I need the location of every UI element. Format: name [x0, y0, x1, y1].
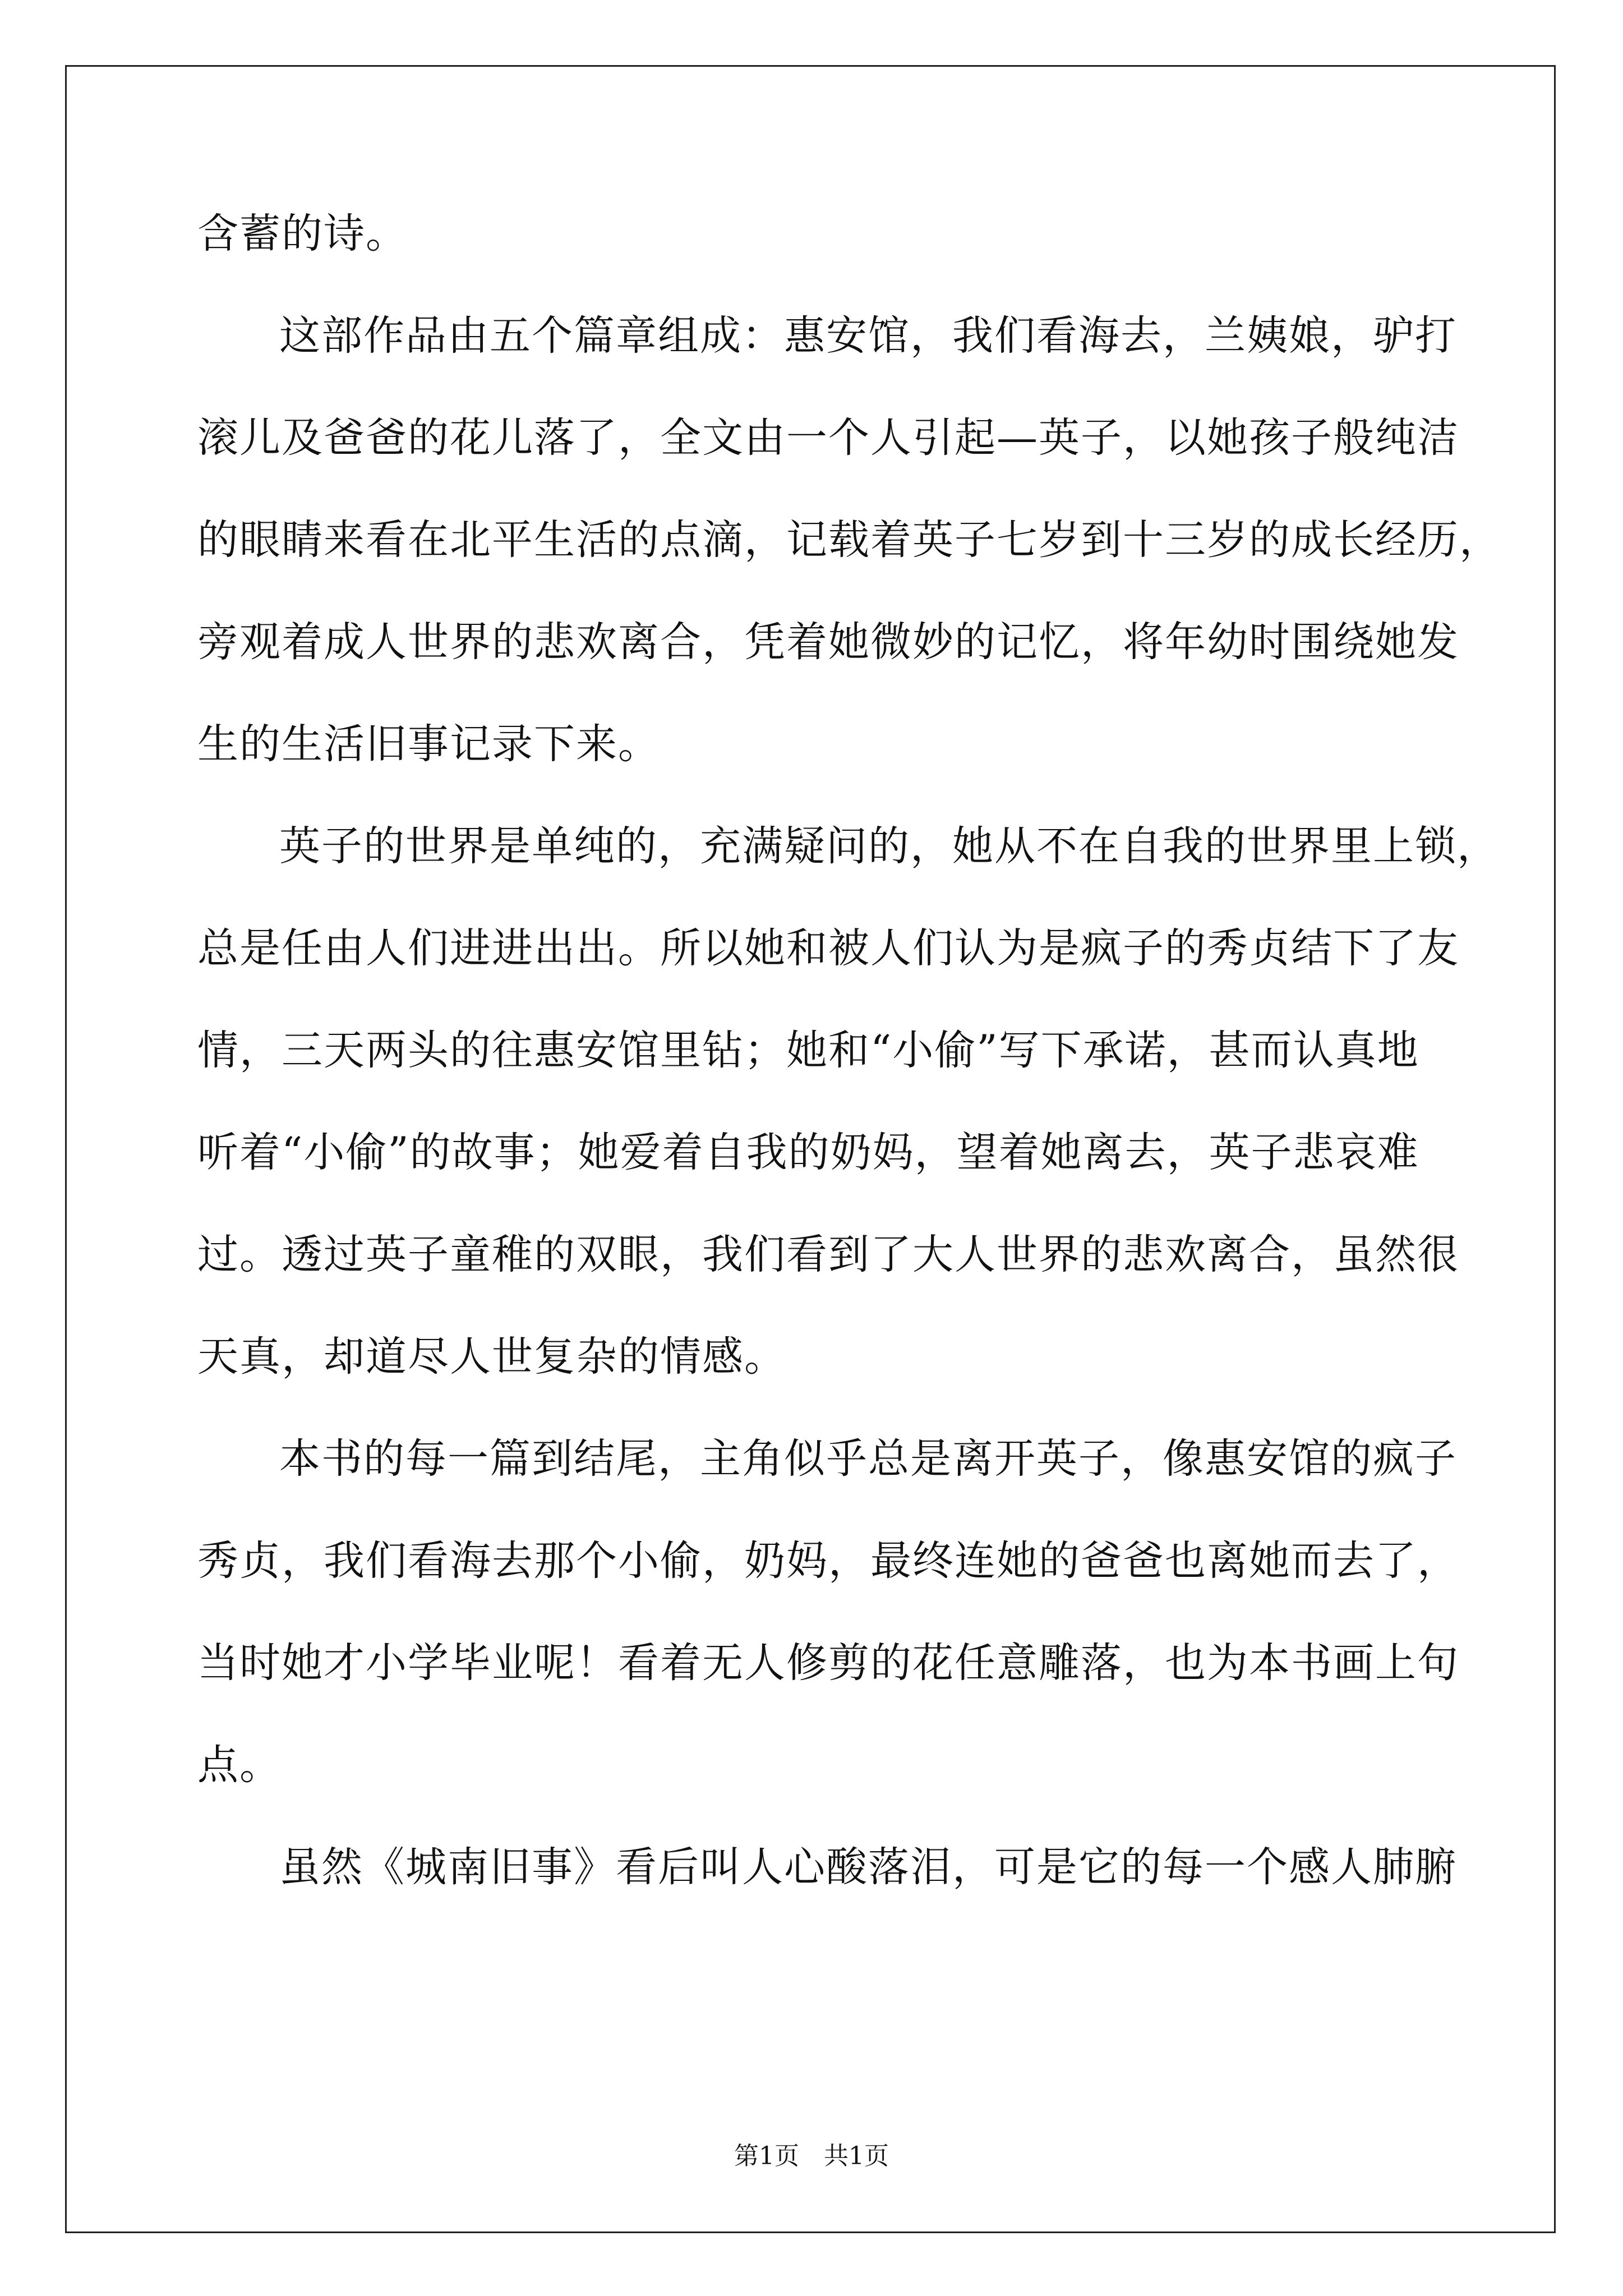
text-line: 点。	[197, 1741, 282, 1789]
document-body	[197, 183, 1501, 1918]
text-line: 英子的世界是单纯的，充满疑问的，她从不在自我的世界里上锁，	[279, 822, 1499, 870]
text-line: 听着“小偷”的故事；她爱着自我的奶妈，望着她离去，英子悲哀难	[197, 1129, 1419, 1176]
paragraph-2	[197, 285, 1501, 795]
text-line: 总是任由人们进进出出。所以她和被人们认为是疯子的秀贞结下了友	[197, 924, 1459, 972]
text-line: 生的生活旧事记录下来。	[197, 720, 660, 768]
text-line: 天真，却道尽人世复杂的情感。	[197, 1333, 786, 1381]
text-line: 本书的每一篇到结尾，主角似乎总是离开英子，像惠安馆的疯子	[279, 1435, 1457, 1483]
text-line: 旁观着成人世界的悲欢离合，凭着她微妙的记忆，将年幼时围绕她发	[197, 618, 1459, 666]
text-line: 虽然《城南旧事》看后叫人心酸落泪，可是它的每一个感人肺腑	[279, 1843, 1457, 1891]
text-line: 过。透过英子童稚的双眼，我们看到了大人世界的悲欢离合，虽然很	[197, 1231, 1459, 1278]
paragraph-3	[197, 795, 1499, 1408]
text-line: 含蓄的诗。	[197, 210, 408, 257]
text-line: 这部作品由五个篇章组成：惠安馆，我们看海去，兰姨娘，驴打	[279, 312, 1457, 360]
text-line: 滚儿及爸爸的花儿落了，全文由一个人引起—英子，以她孩子般纯洁	[197, 414, 1459, 462]
text-line: 的眼睛来看在北平生活的点滴，记载着英子七岁到十三岁的成长经历，	[197, 516, 1501, 564]
text-line: 当时她才小学毕业呢！看着无人修剪的花任意雕落，也为本书画上句	[197, 1639, 1459, 1687]
text-line: 秀贞，我们看海去那个小偷，奶妈，最终连她的爸爸也离她而去了，	[197, 1537, 1459, 1585]
paragraph-5	[197, 1816, 1457, 1918]
paragraph-1	[197, 183, 1440, 285]
page-number-footer: 第1页 共1页	[734, 2142, 889, 2170]
paragraph-4	[197, 1408, 1459, 1816]
text-line: 情，三天两头的往惠安馆里钻；她和“小偷”写下承诺，甚而认真地	[197, 1027, 1419, 1074]
